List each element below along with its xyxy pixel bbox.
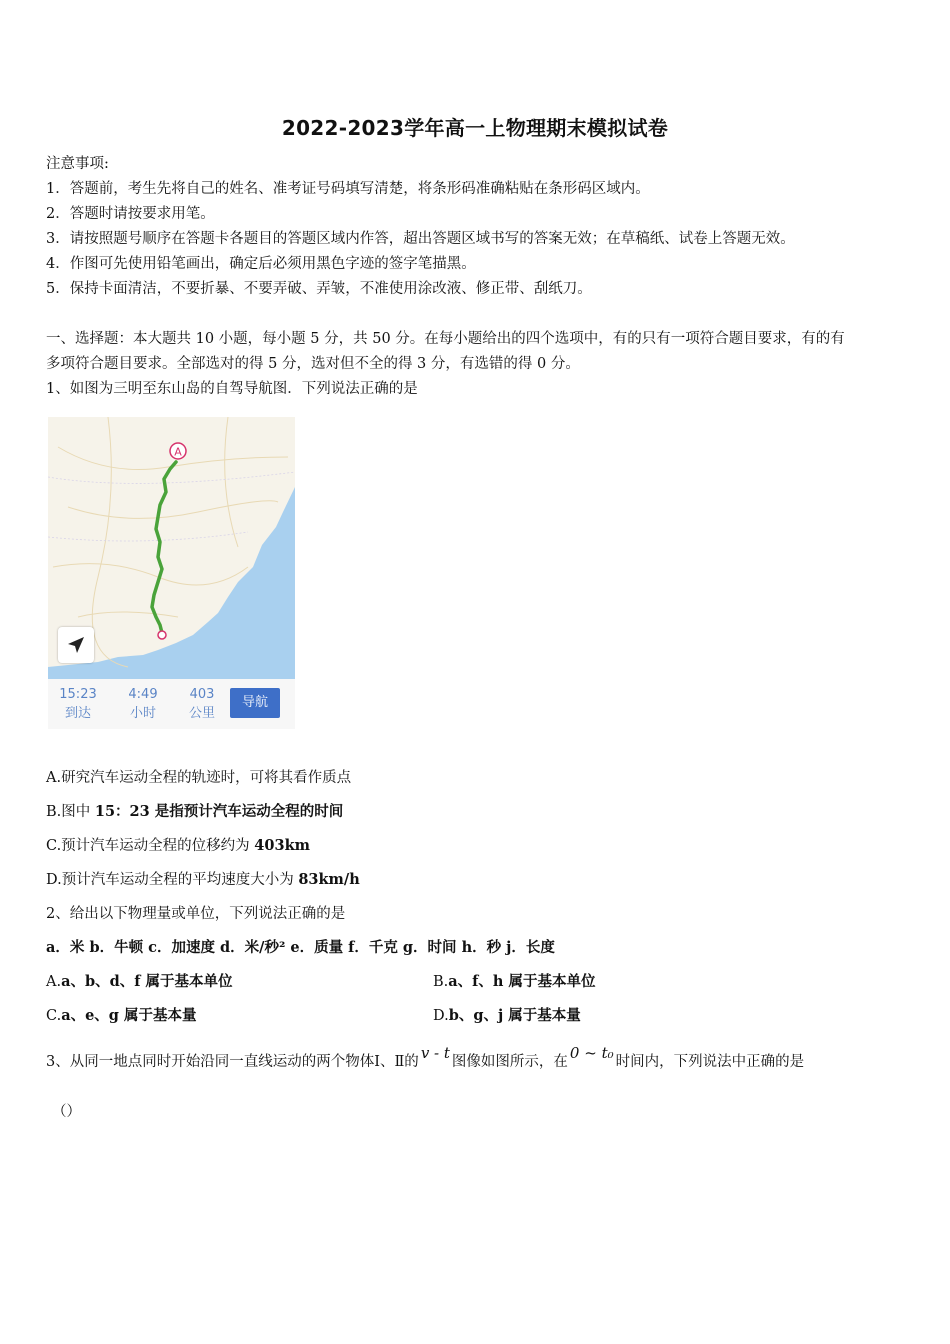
notice-item: 4．作图可先使用铅笔画出，确定后必须用黑色字迹的签字笔描黑。 <box>46 256 476 272</box>
question-3-stem <box>46 1044 805 1071</box>
question-2-items: a．米 b．牛顿 c．加速度 d．米/秒² e．质量 f．千克 g．时间 h．秒 j．长度 <box>46 939 555 956</box>
navigation-map-figure <box>48 417 295 729</box>
question-3-answer-paren: （） <box>52 1104 81 1120</box>
notice-item: 1．答题前，考生先将自己的姓名、准考证号码填写清楚，将条形码准确粘贴在条形码区域内。 <box>46 181 650 197</box>
navigate-button[interactable]: 导航 <box>230 688 280 718</box>
option-text: D.预计汽车运动全程的平均速度大小为 <box>46 872 299 888</box>
page-title: 2022-2023学年高一上物理期末模拟试卷 <box>281 116 669 140</box>
distance-value: 403 <box>189 687 215 702</box>
option-text-bold: 15：23 是指预计汽车运动全程的时间 <box>94 803 344 820</box>
option-text-bold: b、g、j 属于基本量 <box>448 1007 581 1024</box>
q2-option-a <box>46 970 233 991</box>
option-text-bold: a、f、h 属于基本单位 <box>448 973 596 990</box>
arrival-label: 到达 <box>64 706 91 721</box>
q1-option-a <box>46 766 351 787</box>
option-text-bold: 403km <box>254 837 310 854</box>
distance-label: 公里 <box>188 706 215 721</box>
question-2-stem: 2、给出以下物理量或单位，下列说法正确的是 <box>46 906 346 922</box>
arrival-stat <box>48 685 108 723</box>
q3-math-vt: v - t <box>420 1044 450 1062</box>
q1-option-c <box>46 834 310 855</box>
q2-option-c <box>46 1004 197 1025</box>
duration-stat <box>113 685 173 723</box>
option-text: B.图中 <box>46 804 95 820</box>
navigation-summary-bar <box>48 679 295 729</box>
end-marker <box>158 631 166 639</box>
start-marker-label: A <box>174 445 182 459</box>
notice-item: 5．保持卡面清洁，不要折暴、不要弄破、弄皱，不准使用涂改液、修正带、刮纸刀。 <box>46 281 592 297</box>
duration-value: 4:49 <box>128 687 158 702</box>
duration-label: 小时 <box>129 706 156 721</box>
notice-item: 3．请按照题号顺序在答题卡各题目的答题区域内作答，超出答题区域书写的答案无效；在草稿纸、试卷上答题无效。 <box>46 231 795 247</box>
q1-option-d <box>46 868 360 889</box>
location-arrow-icon[interactable] <box>58 627 94 663</box>
q3-stem-part: 3、从同一地点同时开始沿同一直线运动的两个物体Ⅰ、Ⅱ的 <box>46 1054 419 1070</box>
option-text: D. <box>433 1008 449 1024</box>
section-intro-line2: 多项符合题目要求。全部选对的得 5 分，选对但不全的得 3 分，有选错的得 0 分。 <box>46 356 580 372</box>
notice-heading: 注意事项: <box>46 156 109 172</box>
option-text: C.预计汽车运动全程的位移约为 <box>46 838 255 854</box>
notice-item: 2．答题时请按要求用笔。 <box>46 206 215 222</box>
option-text-bold: a、e、g 属于基本量 <box>61 1007 197 1024</box>
option-text: A. <box>46 974 62 990</box>
arrival-time: 15:23 <box>59 687 97 702</box>
q2-option-d <box>433 1004 581 1025</box>
q2-option-b <box>433 970 596 991</box>
q3-stem-part: 图像如图所示，在 <box>451 1054 568 1070</box>
q1-option-b <box>46 800 343 821</box>
option-text: A.研究汽车运动全程的轨迹时，可将其看作质点 <box>46 770 352 786</box>
section-intro-line1: 一、选择题：本大题共 10 小题，每小题 5 分，共 50 分。在每小题给出的四个选项中，有的只有一项符合题目要求，有的有 <box>46 331 845 347</box>
option-text-bold: 83km/h <box>298 871 360 888</box>
distance-stat <box>172 685 232 723</box>
option-text-bold: a、b、d、f 属于基本单位 <box>61 973 233 990</box>
option-text: B. <box>433 974 449 990</box>
q3-math-interval: 0 ~ t₀ <box>569 1044 614 1062</box>
question-1-stem: 1、如图为三明至东山岛的自驾导航图．下列说法正确的是 <box>46 381 418 397</box>
q3-stem-part: 时间内，下列说法中正确的是 <box>615 1054 805 1070</box>
option-text: C. <box>46 1008 62 1024</box>
